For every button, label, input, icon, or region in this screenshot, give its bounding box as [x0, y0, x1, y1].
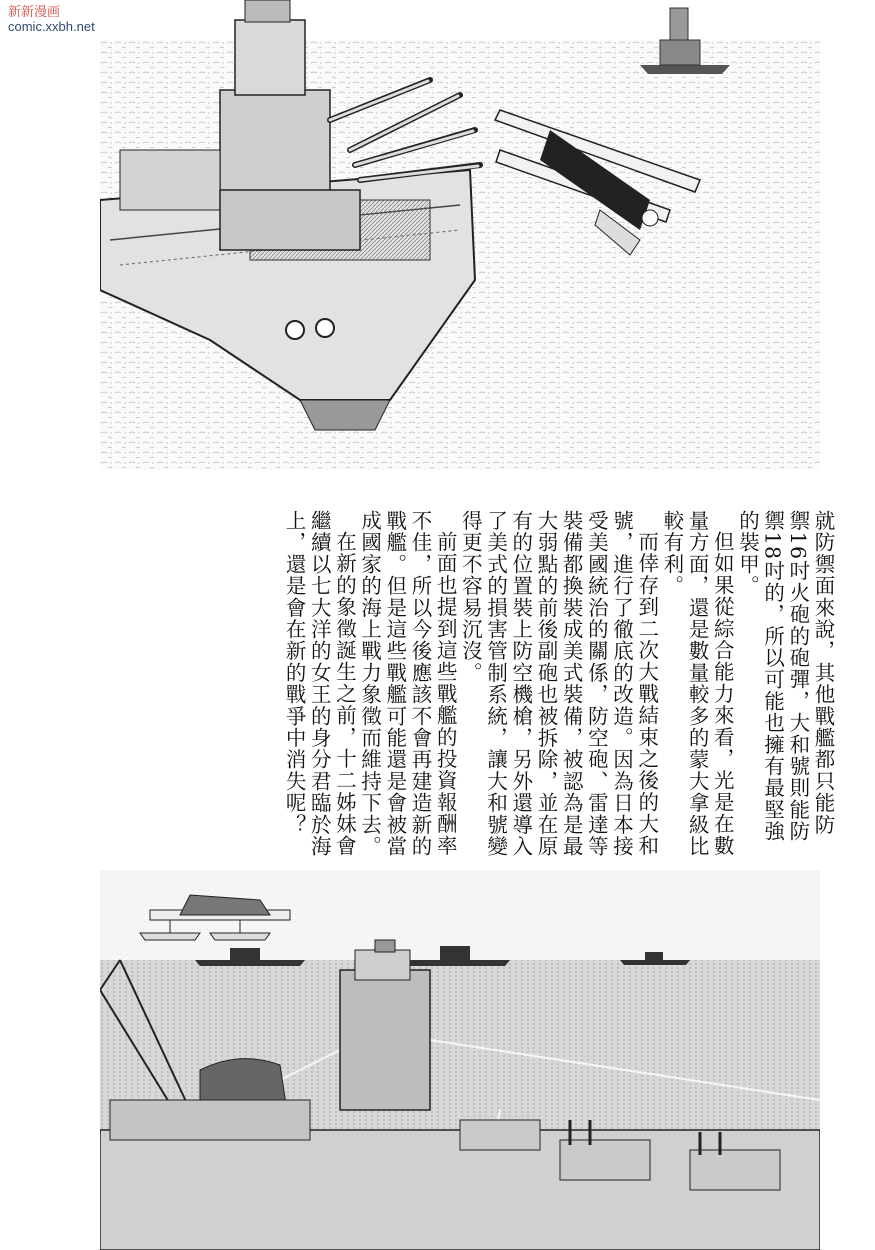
battleship-bow-illustration [100, 0, 820, 470]
text-column: 較有利。 [659, 510, 684, 597]
text-column: 成國家的海上戰力象徵而維持下去。 [357, 510, 382, 858]
text-column: 上，還是會在新的戰爭中消失呢？ [282, 510, 307, 836]
text-column: 受美國統治的關係，防空砲、雷達等 [584, 510, 609, 858]
text-column: 但如果從綜合能力來看，光是在數 [710, 531, 735, 857]
text-column: 前面也提到這些戰艦的投資報酬率 [433, 531, 458, 857]
battleship-side-illustration [100, 870, 820, 1250]
text-column: 的裝甲。 [735, 510, 760, 597]
watermark-url: comic.xxbh.net [8, 19, 95, 34]
text-column: 就防禦面來說，其他戰艦都只能防 [811, 510, 835, 836]
text-column: 得更不容易沉沒。 [458, 510, 483, 684]
text-column: 戰艦。但是這些戰艦可能還是會被當 [382, 510, 407, 858]
text-column: 不佳，所以今後應該不會再建造新的 [408, 510, 432, 858]
text-column: 在新的象徵誕生之前，十二姊妹會 [332, 531, 357, 857]
article-text [220, 510, 835, 858]
text-column: 繼續以七大洋的女王的身分君臨於海 [307, 510, 332, 858]
text-column: 號，進行了徹底的改造。因為日本接 [609, 510, 634, 858]
text-column: 禦16吋火砲的砲彈，大和號則能防 [785, 510, 810, 843]
watermark-title: 新新漫画 [8, 4, 61, 19]
text-column: 而倖存到二次大戰結束之後的大和 [634, 531, 659, 857]
text-column: 裝備都換裝成美式裝備，被認為是最 [559, 510, 584, 858]
text-column: 量方面，還是數量較多的蒙大拿級比 [685, 510, 710, 858]
text-column: 禦18吋的，所以可能也擁有最堅強 [760, 510, 785, 843]
text-column: 大弱點的前後副砲也被拆除，並在原 [533, 510, 558, 858]
text-column: 了美式的損害管制系統，讓大和號變 [483, 510, 508, 858]
text-column: 有的位置裝上防空機槍，另外還導入 [508, 510, 533, 858]
